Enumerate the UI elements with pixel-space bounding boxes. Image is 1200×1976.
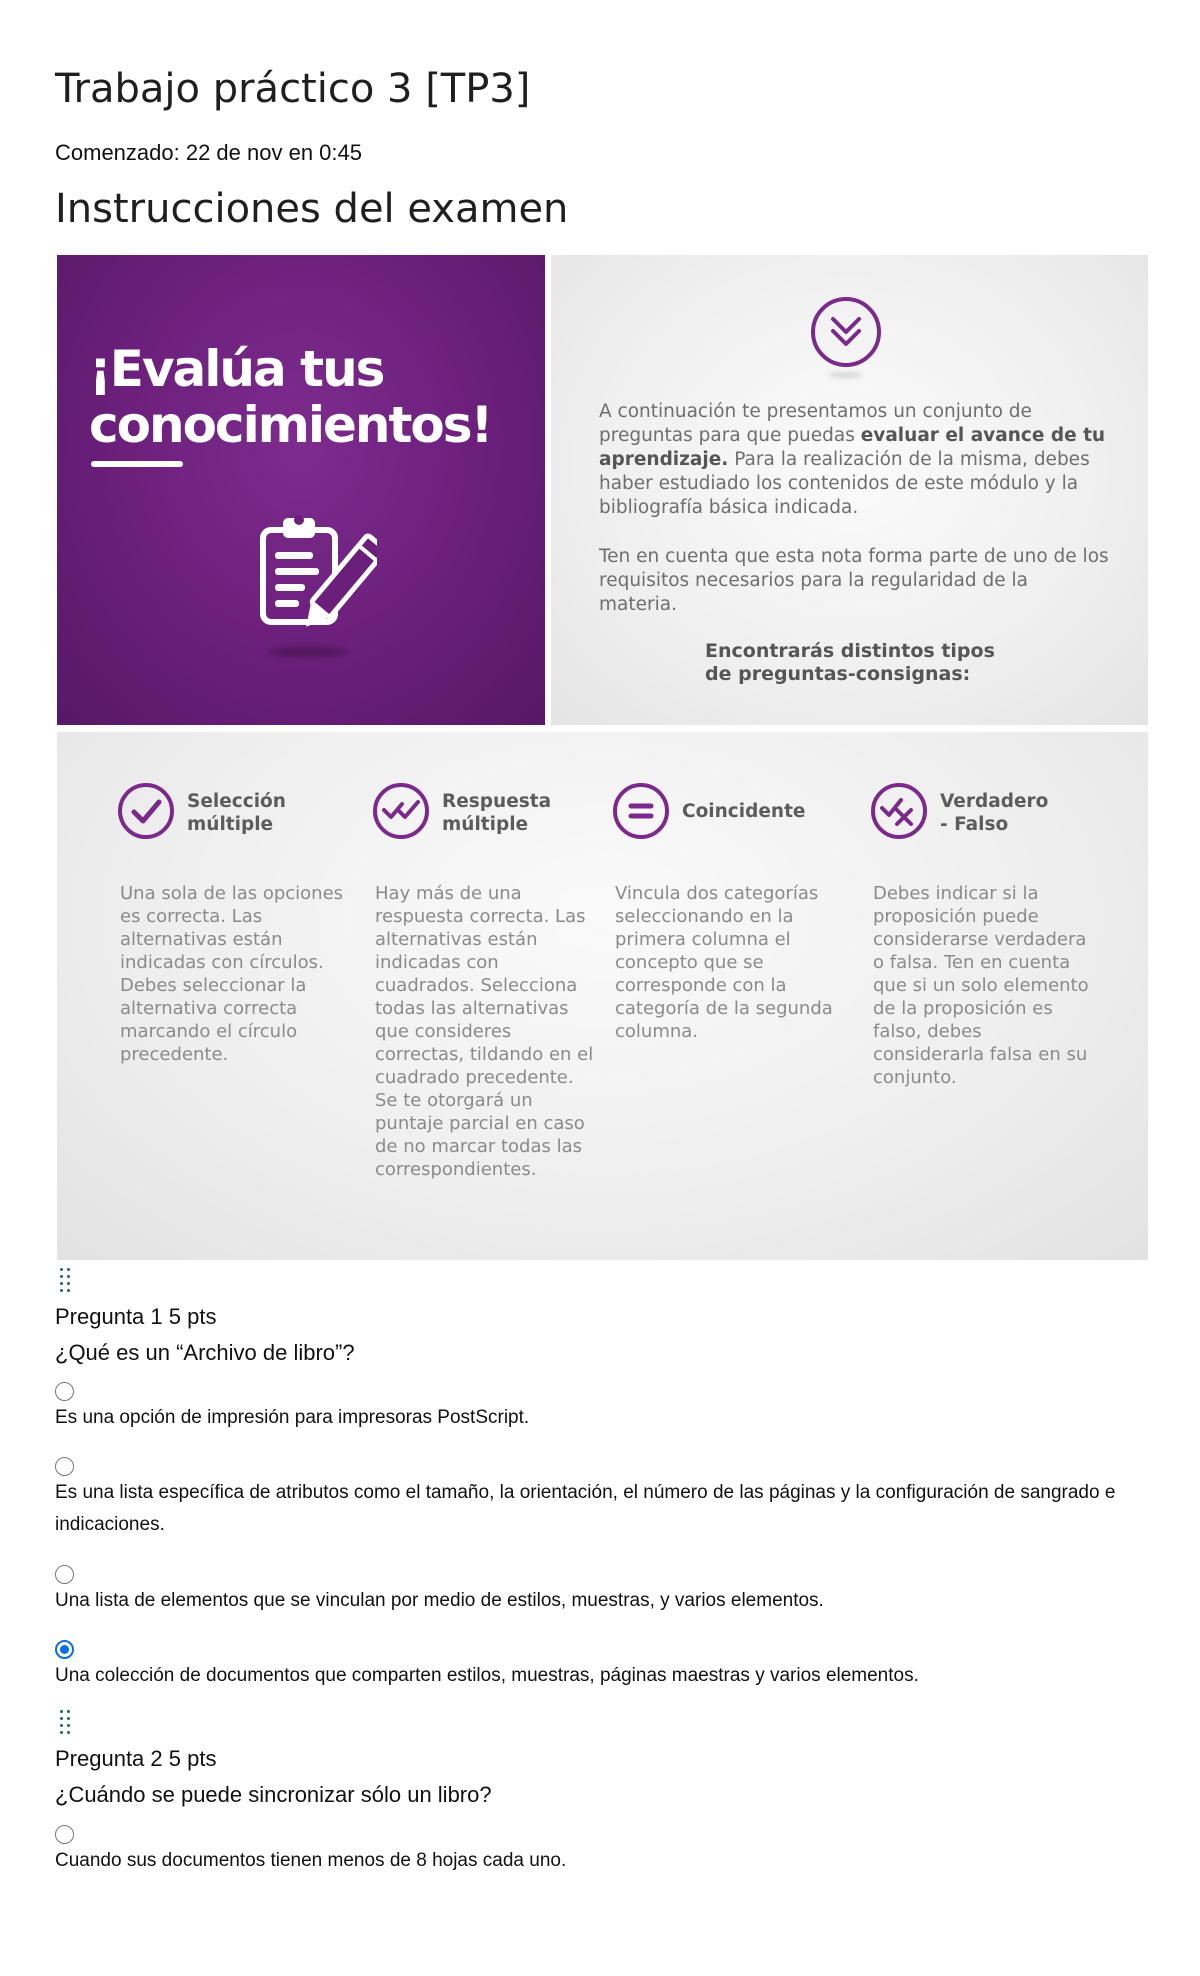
question-2-header: Pregunta 2 5 pts [55, 1746, 217, 1771]
answer-radio[interactable] [55, 1457, 74, 1476]
question-2-text: ¿Cuándo se puede sincronizar sólo un libro? [55, 1782, 492, 1807]
chevron-shadow [829, 372, 863, 378]
question-1-text: ¿Qué es un “Archivo de libro”? [55, 1340, 355, 1365]
qtype-name [442, 790, 602, 836]
qtype-name [187, 790, 347, 836]
qtype-description: Vincula dos categorías seleccionando en la primera columna el concepto que se corresponde con la categoría de la segunda columna. [615, 883, 833, 1042]
double-check-circle-icon [372, 782, 430, 840]
types-heading-line1: Encontrarás distintos tipos [705, 640, 995, 662]
equals-circle-icon [612, 782, 670, 840]
qtype-name-line1: Selección [187, 791, 286, 812]
answer-label[interactable]: Una colección de documentos que comparten estilos, muestras, páginas maestras y varios elementos. [55, 1665, 919, 1686]
qtype-name-line1: Verdadero [940, 791, 1049, 812]
drag-handle-icon[interactable] [60, 1710, 74, 1736]
qtype-description: Una sola de las opciones es correcta. Las alternativas están indicadas con círculos. Debes seleccionar la alternativa correcta marcando el círculo precedente. [120, 883, 344, 1065]
check-circle-icon [117, 782, 175, 840]
instructions-heading: Instrucciones del examen [55, 186, 569, 232]
chevron-double-down-icon [809, 295, 883, 369]
intro-p1-bold: evaluar el avance de tu aprendizaje. [599, 425, 1106, 470]
qtype-name [682, 800, 842, 823]
qtype-name-line2: múltiple [187, 814, 274, 835]
promo-panel [57, 255, 545, 725]
quiz-title: Trabajo práctico 3 [TP3] [55, 66, 531, 112]
intro-paragraph-2: Ten en cuenta que esta nota forma parte de uno de los requisitos necesarios para la regularidad de la materia. [599, 546, 1109, 615]
answer-radio[interactable] [55, 1382, 74, 1401]
intro-panel [551, 255, 1148, 725]
promo-underline [91, 461, 183, 467]
qtype-description: Hay más de una respuesta correcta. Las alternativas están indicadas con cuadrados. Selecciona todas las alternativas que consideres correctas, tildando en el cuadrado precedente. Se te otorgará un puntaje parcial en caso de no marcar todas las correspondientes. [375, 883, 594, 1180]
check-cross-circle-icon [870, 782, 928, 840]
promo-title-line2: conocimientos! [89, 396, 492, 454]
qtype-description: Debes indicar si la proposición puede considerarse verdadera o falsa. Ten en cuenta que si un solo elemento de la proposición es falso, debes considerarla falsa en su conjunto. [873, 883, 1089, 1088]
promo-title-line1: ¡Evalúa tus [89, 340, 384, 398]
intro-p1-text: A continuación te presentamos un conjunto de preguntas para que puedas [599, 401, 1032, 446]
answer-radio-selected[interactable] [55, 1640, 74, 1659]
answer-radio[interactable] [55, 1565, 74, 1584]
answer-radio[interactable] [55, 1825, 74, 1844]
instructions-banner-top [57, 255, 1148, 725]
question-1-header: Pregunta 1 5 pts [55, 1304, 217, 1329]
instructions-banner-bottom [57, 732, 1148, 1260]
qtype-name-line1: Respuesta [442, 791, 552, 812]
promo-title [89, 341, 529, 453]
answer-label[interactable]: Cuando sus documentos tienen menos de 8 hojas cada uno. [55, 1850, 567, 1871]
started-timestamp: Comenzado: 22 de nov en 0:45 [55, 140, 363, 165]
qtype-name-line1: Coincidente [682, 801, 806, 822]
qtype-name-line2: - Falso [940, 814, 1009, 835]
intro-p1-text-2: Para la realización de la misma, debes haber estudiado los contenidos de este módulo y la bibliografía básica indicada. [599, 449, 1090, 518]
qtype-name-line2: múltiple [442, 814, 529, 835]
answer-label[interactable]: Es una opción de impresión para impresoras PostScript. [55, 1407, 530, 1428]
intro-paragraph-1 [599, 400, 1109, 520]
drag-handle-icon[interactable] [60, 1268, 74, 1294]
types-heading-line2: de preguntas-consignas: [705, 663, 971, 685]
answer-label[interactable]: Una lista de elementos que se vinculan por medio de estilos, muestras, y varios elementos. [55, 1590, 824, 1611]
answer-label[interactable]: Es una lista específica de atributos como el tamaño, la orientación, el número de las páginas y la configuración de sangrado e indicaciones. [55, 1482, 1116, 1535]
question-types-heading [705, 640, 1035, 686]
clipboard-shadow [267, 647, 347, 657]
qtype-name [940, 790, 1100, 836]
clipboard-pencil-icon [257, 510, 377, 650]
